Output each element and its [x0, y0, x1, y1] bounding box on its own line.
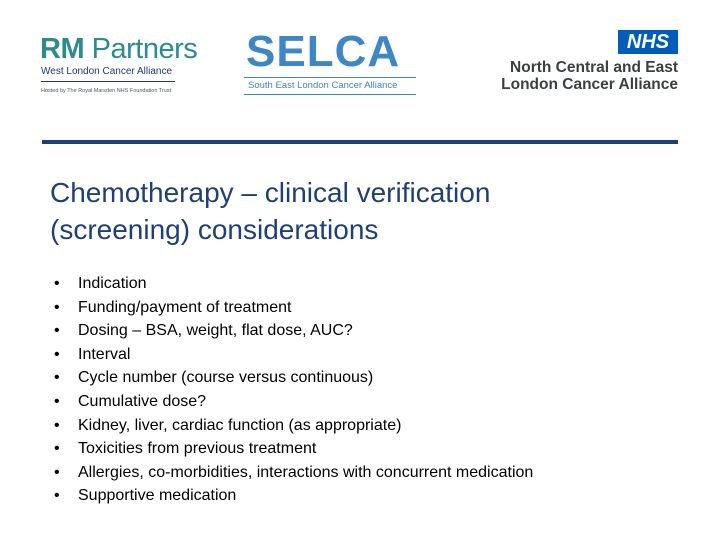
list-item-text: Dosing – BSA, weight, flat dose, AUC? — [78, 322, 353, 340]
bullet-icon: • — [54, 440, 60, 458]
list-item-text: Cumulative dose? — [78, 392, 207, 410]
list-item-text: Kidney, liver, cardiac function (as appropriate) — [78, 416, 402, 434]
rm-partners-logo-title: RM Partners — [40, 33, 198, 65]
nhs-badge — [618, 30, 678, 54]
list-item-text: Indication — [78, 275, 147, 292]
bullet-icon: • — [54, 416, 60, 434]
selca-logo-subtitle: South East London Cancer Alliance — [248, 80, 398, 91]
list-item-text: Allergies, co-morbidities, interactions with concurrent medication — [78, 463, 534, 481]
list-item-text: Toxicities from previous treatment — [78, 440, 317, 458]
bullet-icon: • — [54, 275, 60, 292]
list-item-text: Cycle number (course versus continuous) — [78, 369, 374, 387]
nhs-badge-text: NHS — [626, 31, 670, 53]
rm-partners-logo-subtitle: West London Cancer Alliance — [41, 66, 173, 77]
selca-logo-title: SELCA — [246, 27, 401, 76]
nhs-logo — [480, 26, 680, 100]
slide-title-line2: (screening) considerations — [50, 214, 379, 245]
nhs-alliance-name — [501, 59, 678, 93]
selca-logo — [244, 27, 418, 100]
list-item-text: Funding/payment of treatment — [78, 298, 292, 316]
rm-partners-logo-divider — [41, 81, 175, 82]
slide-title-line1: Chemotherapy – clinical verification — [50, 177, 491, 208]
slide-title — [50, 174, 670, 248]
list-item-text: Supportive medication — [78, 487, 237, 505]
bullet-icon: • — [54, 392, 60, 410]
bullet-icon: • — [54, 322, 60, 340]
rm-partners-logo — [40, 33, 198, 101]
rm-partners-logo-host-text: Hosted by The Royal Marsden NHS Foundation Trust — [41, 88, 172, 94]
bullet-icon: • — [54, 345, 60, 363]
nhs-alliance-name-line2: London Cancer Alliance — [501, 76, 678, 93]
nhs-alliance-name-line1: North Central and East — [510, 59, 678, 76]
bullet-icon: • — [54, 487, 60, 505]
header-divider — [42, 140, 678, 144]
bullet-icon: • — [54, 298, 60, 316]
list-item-text: Interval — [78, 345, 131, 363]
bullet-icon: • — [54, 369, 60, 387]
bullet-icon: • — [54, 463, 60, 481]
